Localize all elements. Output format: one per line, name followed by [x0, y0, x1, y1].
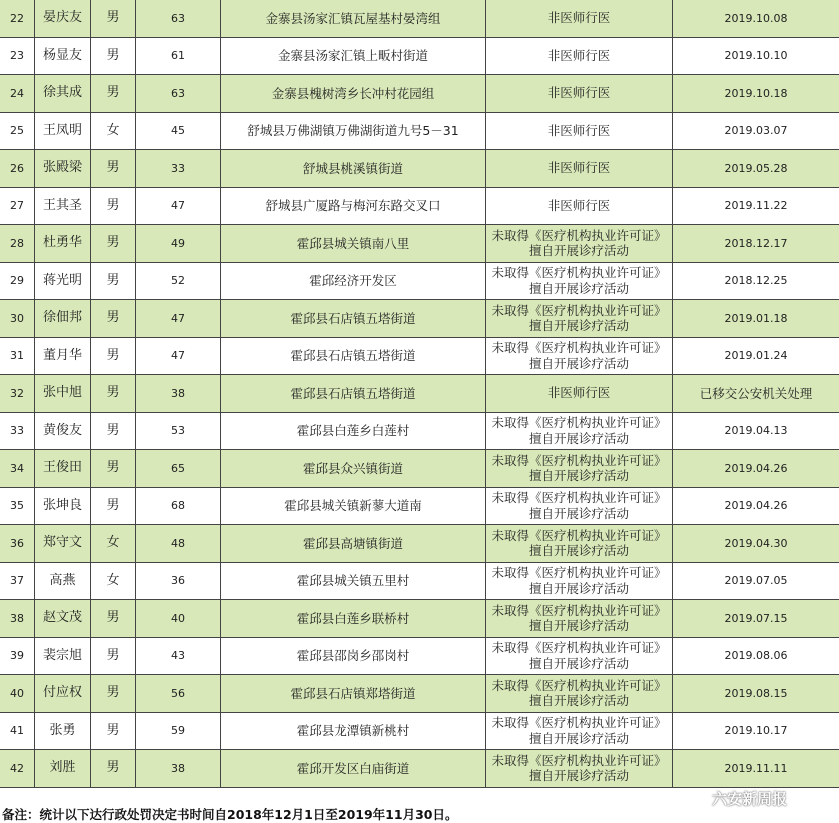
row-age: 38 [136, 750, 221, 788]
row-date: 2019.04.13 [673, 413, 839, 451]
row-date: 2018.12.25 [673, 263, 839, 301]
row-address: 霍邱县白莲乡白莲村 [221, 413, 486, 451]
watermark [682, 786, 787, 810]
row-sex: 男 [91, 75, 136, 113]
table-row [0, 563, 839, 601]
row-name: 杜勇华 [35, 225, 91, 263]
row-age: 38 [136, 375, 221, 413]
table-row [0, 488, 839, 526]
row-number: 23 [0, 38, 35, 76]
row-name: 王凤明 [35, 113, 91, 151]
row-violation: 未取得《医疗机构执业许可证》擅自开展诊疗活动 [486, 300, 673, 338]
row-sex: 男 [91, 38, 136, 76]
row-age: 59 [136, 713, 221, 751]
row-address: 霍邱县城关镇南八里 [221, 225, 486, 263]
row-date: 2019.03.07 [673, 113, 839, 151]
row-age: 45 [136, 113, 221, 151]
row-violation: 非医师行医 [486, 150, 673, 188]
row-number: 36 [0, 525, 35, 563]
row-number: 26 [0, 150, 35, 188]
row-address: 霍邱开发区白庙街道 [221, 750, 486, 788]
row-date: 2019.04.30 [673, 525, 839, 563]
row-address: 霍邱县城关镇新蓼大道南 [221, 488, 486, 526]
row-name: 徐佃邦 [35, 300, 91, 338]
table-row [0, 375, 839, 413]
table-row [0, 75, 839, 113]
row-address: 霍邱县龙潭镇新桃村 [221, 713, 486, 751]
row-number: 41 [0, 713, 35, 751]
row-number: 39 [0, 638, 35, 676]
row-date: 2019.10.18 [673, 75, 839, 113]
row-date: 2019.04.26 [673, 488, 839, 526]
row-address: 舒城县广厦路与梅河东路交叉口 [221, 188, 486, 226]
row-violation: 未取得《医疗机构执业许可证》擅自开展诊疗活动 [486, 713, 673, 751]
row-age: 65 [136, 450, 221, 488]
table-row [0, 150, 839, 188]
table-row [0, 413, 839, 451]
row-date: 2019.01.18 [673, 300, 839, 338]
row-sex: 男 [91, 750, 136, 788]
row-sex: 男 [91, 338, 136, 376]
row-age: 63 [136, 0, 221, 38]
table-row [0, 600, 839, 638]
row-sex: 男 [91, 675, 136, 713]
table-row [0, 713, 839, 751]
watermark-text: 六安新周报 [712, 789, 788, 808]
row-address: 舒城县桃溪镇街道 [221, 150, 486, 188]
row-address: 舒城县万佛湖镇万佛湖街道九号5－31 [221, 113, 486, 151]
row-age: 53 [136, 413, 221, 451]
row-number: 27 [0, 188, 35, 226]
row-number: 33 [0, 413, 35, 451]
row-number: 42 [0, 750, 35, 788]
row-address: 霍邱县城关镇五里村 [221, 563, 486, 601]
row-address: 霍邱县石店镇五塔街道 [221, 300, 486, 338]
row-sex: 男 [91, 713, 136, 751]
table-row [0, 38, 839, 76]
row-address: 霍邱县石店镇五塔街道 [221, 375, 486, 413]
row-date: 2019.04.26 [673, 450, 839, 488]
row-number: 40 [0, 675, 35, 713]
row-address: 霍邱县邵岗乡邵岗村 [221, 638, 486, 676]
row-age: 47 [136, 188, 221, 226]
row-number: 32 [0, 375, 35, 413]
row-name: 付应权 [35, 675, 91, 713]
row-violation: 未取得《医疗机构执业许可证》擅自开展诊疗活动 [486, 750, 673, 788]
row-name: 王其圣 [35, 188, 91, 226]
row-number: 25 [0, 113, 35, 151]
row-sex: 男 [91, 263, 136, 301]
row-sex: 女 [91, 563, 136, 601]
row-violation: 未取得《医疗机构执业许可证》擅自开展诊疗活动 [486, 338, 673, 376]
table-row [0, 525, 839, 563]
row-sex: 女 [91, 113, 136, 151]
row-address: 霍邱县石店镇郑塔街道 [221, 675, 486, 713]
row-name: 张殿梁 [35, 150, 91, 188]
row-sex: 男 [91, 300, 136, 338]
table-row [0, 188, 839, 226]
row-address: 霍邱县石店镇五塔街道 [221, 338, 486, 376]
table-row [0, 450, 839, 488]
row-name: 高燕 [35, 563, 91, 601]
row-age: 36 [136, 563, 221, 601]
row-address: 霍邱县众兴镇街道 [221, 450, 486, 488]
row-number: 30 [0, 300, 35, 338]
row-date: 2018.12.17 [673, 225, 839, 263]
table-row [0, 750, 839, 788]
row-violation: 非医师行医 [486, 188, 673, 226]
row-number: 34 [0, 450, 35, 488]
table-row [0, 675, 839, 713]
row-date: 2019.10.08 [673, 0, 839, 38]
row-age: 68 [136, 488, 221, 526]
row-number: 37 [0, 563, 35, 601]
row-sex: 男 [91, 488, 136, 526]
row-violation: 非医师行医 [486, 75, 673, 113]
row-date: 2019.10.10 [673, 38, 839, 76]
row-date: 2019.08.06 [673, 638, 839, 676]
row-violation: 未取得《医疗机构执业许可证》擅自开展诊疗活动 [486, 225, 673, 263]
row-name: 张中旭 [35, 375, 91, 413]
row-violation: 未取得《医疗机构执业许可证》擅自开展诊疗活动 [486, 563, 673, 601]
row-date: 2019.11.22 [673, 188, 839, 226]
row-age: 52 [136, 263, 221, 301]
row-number: 38 [0, 600, 35, 638]
row-date: 2019.11.11 [673, 750, 839, 788]
row-number: 22 [0, 0, 35, 38]
row-name: 赵文茂 [35, 600, 91, 638]
row-age: 49 [136, 225, 221, 263]
row-violation: 未取得《医疗机构执业许可证》擅自开展诊疗活动 [486, 600, 673, 638]
row-name: 董月华 [35, 338, 91, 376]
row-name: 晏庆友 [35, 0, 91, 38]
row-name: 黄俊友 [35, 413, 91, 451]
row-date: 已移交公安机关处理 [673, 375, 839, 413]
row-violation: 未取得《医疗机构执业许可证》擅自开展诊疗活动 [486, 450, 673, 488]
row-violation: 非医师行医 [486, 113, 673, 151]
row-sex: 男 [91, 225, 136, 263]
row-age: 43 [136, 638, 221, 676]
row-name: 杨显友 [35, 38, 91, 76]
row-violation: 未取得《医疗机构执业许可证》擅自开展诊疗活动 [486, 413, 673, 451]
row-name: 郑守文 [35, 525, 91, 563]
row-sex: 男 [91, 638, 136, 676]
row-sex: 男 [91, 188, 136, 226]
row-age: 63 [136, 75, 221, 113]
row-name: 蒋光明 [35, 263, 91, 301]
table-row [0, 263, 839, 301]
row-violation: 未取得《医疗机构执业许可证》擅自开展诊疗活动 [486, 263, 673, 301]
row-violation: 非医师行医 [486, 375, 673, 413]
table-row [0, 638, 839, 676]
row-sex: 男 [91, 600, 136, 638]
row-violation: 未取得《医疗机构执业许可证》擅自开展诊疗活动 [486, 675, 673, 713]
row-violation: 非医师行医 [486, 0, 673, 38]
row-sex: 男 [91, 0, 136, 38]
row-name: 裴宗旭 [35, 638, 91, 676]
row-date: 2019.07.15 [673, 600, 839, 638]
row-age: 61 [136, 38, 221, 76]
row-violation: 未取得《医疗机构执业许可证》擅自开展诊疗活动 [486, 638, 673, 676]
row-sex: 女 [91, 525, 136, 563]
row-number: 35 [0, 488, 35, 526]
row-name: 王俊田 [35, 450, 91, 488]
row-sex: 男 [91, 375, 136, 413]
row-date: 2019.10.17 [673, 713, 839, 751]
row-number: 29 [0, 263, 35, 301]
row-number: 24 [0, 75, 35, 113]
row-address: 霍邱经济开发区 [221, 263, 486, 301]
table-row [0, 300, 839, 338]
row-sex: 男 [91, 413, 136, 451]
row-age: 56 [136, 675, 221, 713]
row-name: 张坤良 [35, 488, 91, 526]
row-address: 金寨县汤家汇镇上畈村街道 [221, 38, 486, 76]
row-violation: 未取得《医疗机构执业许可证》擅自开展诊疗活动 [486, 525, 673, 563]
row-sex: 男 [91, 450, 136, 488]
row-sex: 男 [91, 150, 136, 188]
footnote: 备注：统计以下达行政处罚决定书时间自2018年12月1日至2019年11月30日。 [2, 807, 458, 822]
row-violation: 未取得《医疗机构执业许可证》擅自开展诊疗活动 [486, 488, 673, 526]
row-address: 金寨县槐树湾乡长冲村花园组 [221, 75, 486, 113]
row-date: 2019.07.05 [673, 563, 839, 601]
row-age: 48 [136, 525, 221, 563]
row-age: 47 [136, 338, 221, 376]
row-date: 2019.01.24 [673, 338, 839, 376]
row-number: 28 [0, 225, 35, 263]
row-address: 金寨县汤家汇镇瓦屋基村晏湾组 [221, 0, 486, 38]
row-age: 40 [136, 600, 221, 638]
row-number: 31 [0, 338, 35, 376]
row-name: 张勇 [35, 713, 91, 751]
row-age: 47 [136, 300, 221, 338]
table-row [0, 113, 839, 151]
row-age: 33 [136, 150, 221, 188]
table-row [0, 225, 839, 263]
row-address: 霍邱县高塘镇街道 [221, 525, 486, 563]
row-address: 霍邱县白莲乡联桥村 [221, 600, 486, 638]
table-row [0, 0, 839, 38]
row-date: 2019.05.28 [673, 150, 839, 188]
table-row [0, 338, 839, 376]
row-name: 徐其成 [35, 75, 91, 113]
row-date: 2019.08.15 [673, 675, 839, 713]
row-name: 刘胜 [35, 750, 91, 788]
row-violation: 非医师行医 [486, 38, 673, 76]
wechat-icon [682, 787, 708, 809]
